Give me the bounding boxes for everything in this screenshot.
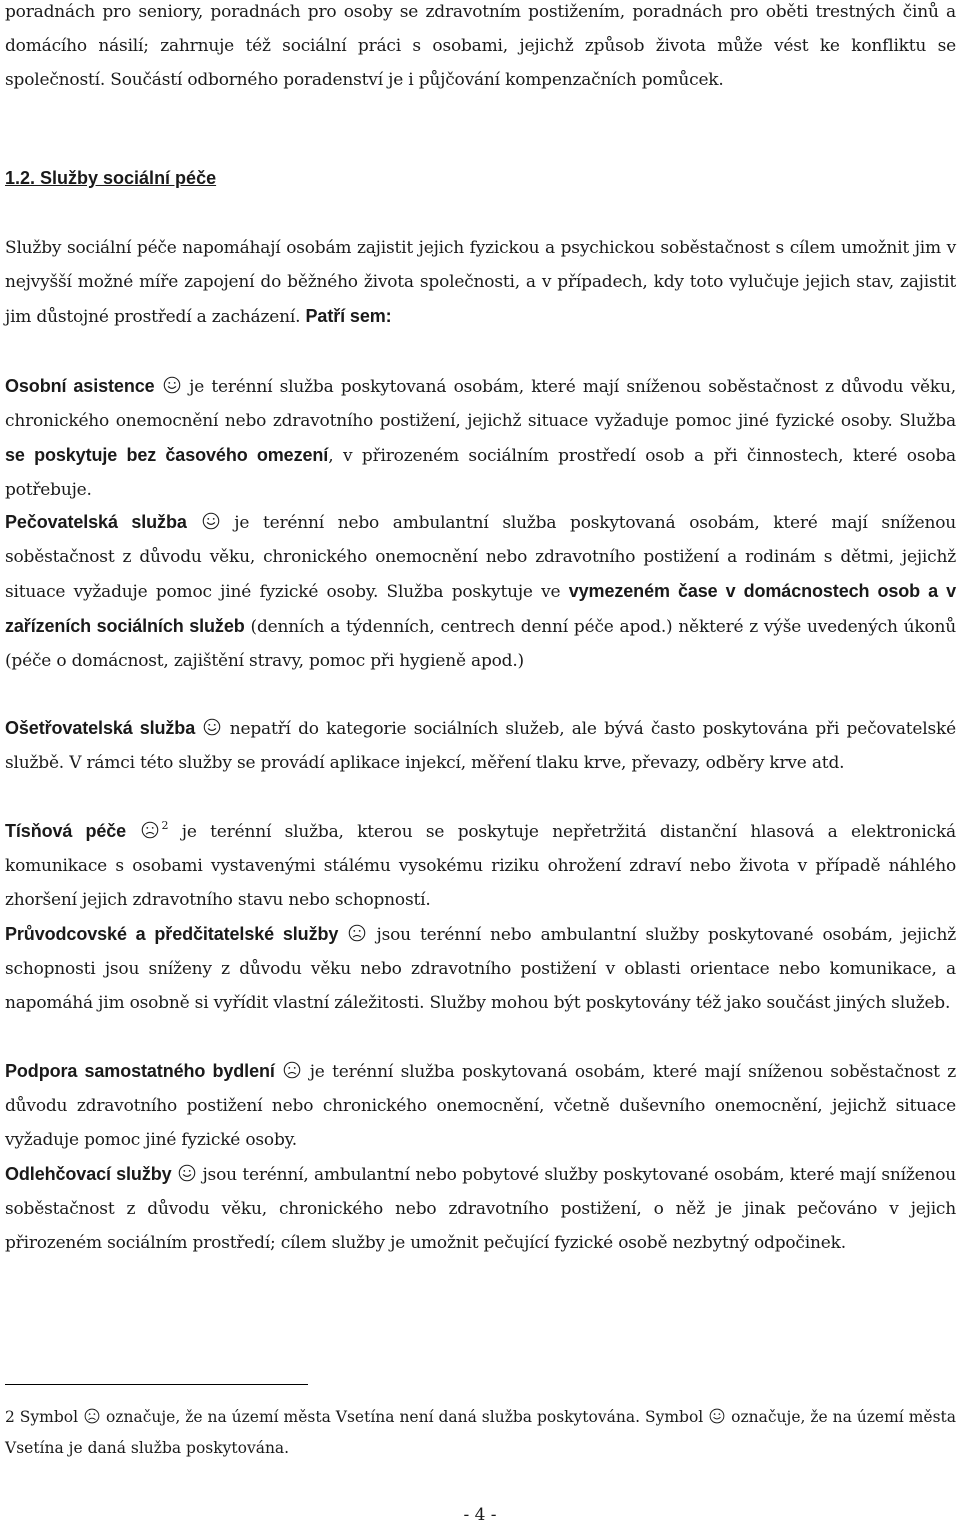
service-text: jsou terénní, ambulantní nebo pobytové služby poskytované osobám, které mají sníženou soběstačnost z důvodu věku, chronického nebo zdravotního postižení, o něž je jinak pečováno v jejich přirozeném sociálním prostředí; cílem služby je umožnit pečující fyzické osobě nezbytný odpočinek. <box>5 1165 956 1253</box>
service-pruvodcovske-sluzby <box>5 917 956 1020</box>
footnote-text: Symbol <box>14 1408 84 1426</box>
service-text: je terénní služba, kterou se poskytuje nepřetržitá distanční hlasová a elektronická komunikace s osobami vystavenými stálému vysokému riziku ohrožení zdraví nebo života v případě náhlého zhoršení jejich zdravotního stavu nebo schopností. <box>5 822 956 910</box>
frown-icon <box>141 821 159 839</box>
service-bold-emphasis: se poskytuje bez časového omezení <box>5 445 329 465</box>
frown-icon <box>283 1061 301 1079</box>
service-bold-emphasis: vymezeném čase v domácnostech osob a v zařízeních sociálních služeb <box>5 581 956 636</box>
footnote <box>5 1402 956 1464</box>
service-tisnova-pece <box>5 814 956 917</box>
smile-icon <box>178 1164 196 1182</box>
service-text: je terénní nebo ambulantní služba poskytovaná osobám, které mají sníženou soběstačnost z důvodu věku, chronického onemocnění nebo zdravotního postižení a rodinám s dětmi, jejichž situace vyžaduje pomoc jiné fyzické osoby. Služba poskytuje ve <box>5 513 956 602</box>
service-text-end: (denních a týdenních, centrech denní péče apod.) některé z výše uvedených úkonů (péče o domácnost, zajištění stravy, pomoc při hygieně apod.) <box>5 617 956 671</box>
smile-icon <box>163 376 181 394</box>
intro-paragraph: poradnách pro seniory, poradnách pro osoby se zdravotním postižením, poradnách pro oběti trestných činů a domácího násilí; zahrnuje též sociální práci s osobami, jejichž způsob života může vést ke konfliktu se společností. Součástí odborného poradenství je i půjčování kompenzačních pomůcek. <box>5 2 956 90</box>
service-title: Tísňová péče <box>5 821 127 841</box>
section-heading: 1.2. Služby sociální péče <box>5 168 217 188</box>
service-title: Podpora samostatného bydlení <box>5 1061 275 1081</box>
page-number: - 4 - <box>463 1505 497 1525</box>
service-text: je terénní služba poskytovaná osobám, které mají sníženou soběstačnost z důvodu zdravotního postižení nebo chronického onemocnění, včetně duševního onemocnění, jejichž situace vyžaduje pomoc jiné fyzické osoby. <box>5 1062 956 1150</box>
service-title: Osobní asistence <box>5 376 155 396</box>
service-text: nepatří do kategorie sociálních služeb, ale bývá často poskytována při pečovatelské službě. V rámci této služby se provádí aplikace injekcí, měření tlaku krve, převazy, odběry krve atd. <box>5 719 956 773</box>
service-osetrovatelska-sluzba <box>5 711 956 780</box>
section-intro-text: Služby sociální péče napomáhají osobám zajistit jejich fyzickou a psychickou soběstačnost s cílem umožnit jim v nejvyšší možné míře zapojení do běžného života společnosti, a v případech, kdy toto vylučuje jejich stav, zajistit jim důstojné prostředí a zacházení. <box>5 238 956 327</box>
service-pecovatelska-sluzba <box>5 505 956 678</box>
smile-icon <box>203 718 221 736</box>
service-osobni-asistence <box>5 369 956 507</box>
service-title: Ošetřovatelská služba <box>5 718 196 738</box>
service-title: Pečovatelská služba <box>5 512 187 532</box>
footnote-text: označuje, že na území města Vsetína je daná služba poskytována. <box>5 1408 956 1457</box>
service-text: jsou terénní nebo ambulantní služby poskytované osobám, jejichž schopnosti jsou sníženy z důvodu věku nebo zdravotního postižení v oblasti orientace nebo komunikace, a napomáhá jim osobně si vyřídit vlastní záležitosti. Služby mohou být poskytovány též jako součást jiných služeb. <box>5 925 956 1013</box>
service-title: Odlehčovací služby <box>5 1164 172 1184</box>
section-intro-bold: Patří sem: <box>305 306 392 326</box>
frown-icon <box>348 924 366 942</box>
service-odlehcovaci-sluzby <box>5 1157 956 1260</box>
service-text: je terénní služba poskytovaná osobám, které mají sníženou soběstačnost z důvodu věku, chronického onemocnění nebo zdravotního postižení, jejichž situace vyžaduje pomoc jiné fyzické osoby. Služba <box>5 377 956 431</box>
service-podpora-bydleni <box>5 1054 956 1157</box>
footnote-reference[interactable]: 2 <box>161 819 169 832</box>
section-intro-paragraph <box>5 231 956 334</box>
footnote-number: 2 <box>5 1408 15 1426</box>
smile-icon <box>709 1408 725 1424</box>
frown-icon <box>84 1408 100 1424</box>
smile-icon <box>202 512 220 530</box>
service-title: Průvodcovské a předčitatelské služby <box>5 924 339 944</box>
service-text-end: , v přirozeném sociálním prostředí osob a při činnostech, které osoba potřebuje. <box>5 446 956 500</box>
footnote-divider <box>5 1384 308 1385</box>
footnote-text: označuje, že na území města Vsetína není daná služba poskytována. Symbol <box>101 1408 709 1426</box>
